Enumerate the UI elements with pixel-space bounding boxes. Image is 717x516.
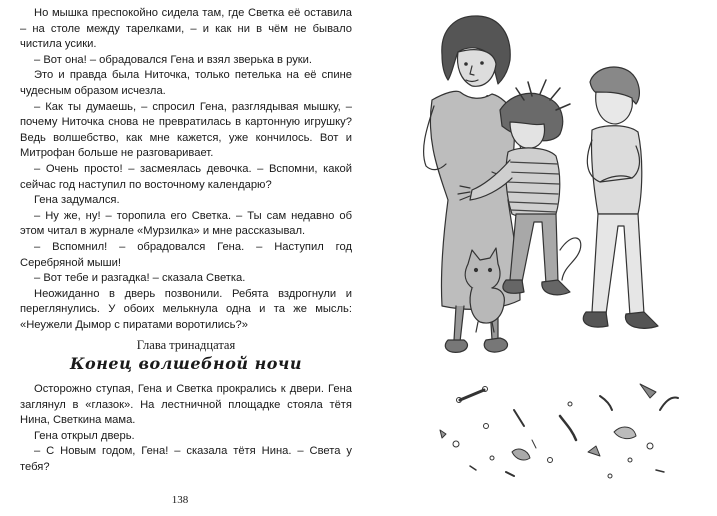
paragraph: Гена открыл дверь. (34, 429, 135, 442)
chapter-heading (20, 338, 352, 375)
page-number: 138 (171, 494, 189, 506)
illustration (360, 0, 717, 516)
right-page (360, 0, 717, 516)
chapter-title: Конец волшебной ночи (70, 354, 302, 373)
paragraph: – Вот тебе и разгадка! – сказала Светка. (34, 272, 246, 285)
paragraph: – Ну же, ну! – торопила его Светка. – Ты сам недавно об этом читал в журнале «Мурзилка» и мне рассказывал. (20, 209, 352, 238)
paragraph: Неожиданно в дверь позвонили. Ребята вздрогнули и переглянулись. У обоих мелькнула одна и та же мысль: «Неужели Дымор с пиратами воротились?» (20, 287, 352, 331)
paragraph: – Вот она! – обрадовался Гена и взял зверька в руки. (34, 53, 313, 66)
floor-debris (440, 384, 678, 478)
paragraph: Это и правда была Ниточка, только петелька на её спине чудесным образом исчезла. (20, 69, 352, 97)
paragraph: – Очень просто! – засмеялась девочка. – Вспомни, какой сейчас год наступил по восточному календарю? (20, 162, 352, 191)
paragraph: Гена задумался. (34, 194, 120, 207)
paragraph: – Вспомнил! – обрадовался Гена. – Наступил год Серебряной мыши! (20, 240, 352, 269)
text-block-bottom (20, 382, 352, 476)
paragraph: – С Новым годом, Гена! – сказала тётя Нина. – Света у тебя? (20, 445, 352, 473)
paragraph: – Как ты думаешь, – спросил Гена, разглядывая мышку, – почему Ниточка снова не превратилась в картонную игрушку? Ведь волшебство, как мне кажется, уже кончилось. Вот и Митрофан больше не разговаривает. (20, 100, 352, 160)
paragraph: Но мышка преспокойно сидела там, где Светка её оставила – на столе между тарелками, – и как ни в чём не бывало чистила усики. (20, 7, 352, 51)
text-block-top (20, 6, 352, 333)
chapter-label: Глава тринадцатая (136, 338, 236, 352)
paragraph: Осторожно ступая, Гена и Светка прокрались к двери. Гена заглянул в «глазок». На лестничной площадке стояла тётя Нина, Светкина мама. (20, 383, 352, 427)
boy-figure (583, 67, 658, 328)
